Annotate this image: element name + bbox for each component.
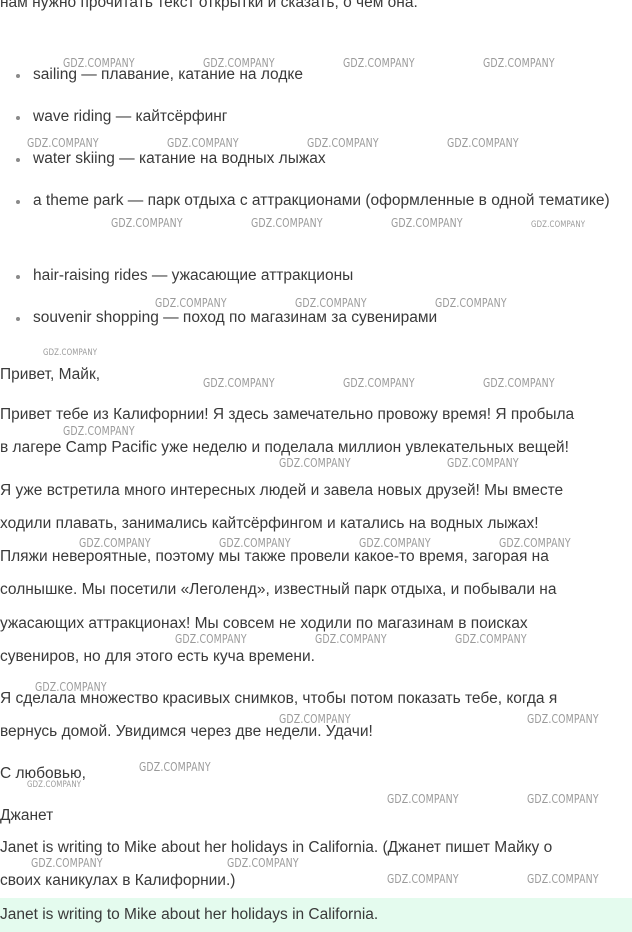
bullet-icon [16, 317, 20, 321]
watermark: GDZ.COMPANY [43, 348, 98, 358]
watermark: GDZ.COMPANY [435, 296, 507, 310]
watermark: GDZ.COMPANY [219, 536, 291, 550]
watermark: GDZ.COMPANY [447, 456, 519, 470]
watermark: GDZ.COMPANY [111, 216, 183, 230]
answer-highlight [0, 898, 632, 932]
watermark: GDZ.COMPANY [31, 856, 103, 870]
watermark: GDZ.COMPANY [527, 872, 599, 886]
letter-paragraph-line: Привет тебе из Калифорнии! Я здесь замечательно провожу время! Я пробыла [0, 406, 575, 423]
watermark: GDZ.COMPANY [307, 136, 379, 150]
watermark: GDZ.COMPANY [279, 456, 351, 470]
letter-paragraph-line: сувениров, но для этого есть куча времени. [0, 648, 315, 665]
watermark: GDZ.COMPANY [139, 760, 211, 774]
list-item-text: wave riding — кайтсёрфинг [33, 108, 228, 125]
bullet-icon [16, 200, 20, 204]
letter-closing: С любовью, [0, 765, 86, 782]
watermark: GDZ.COMPANY [527, 712, 599, 726]
watermark: GDZ.COMPANY [531, 220, 586, 230]
bullet-icon [16, 158, 20, 162]
list-item-text: water skiing — катание на водных лыжах [33, 150, 326, 167]
watermark: GDZ.COMPANY [483, 56, 555, 70]
watermark: GDZ.COMPANY [455, 632, 527, 646]
letter-paragraph-line: Я сделала множество красивых снимков, чтобы потом показать тебе, когда я [0, 690, 558, 707]
watermark: GDZ.COMPANY [483, 376, 555, 390]
list-item-text: a theme park — парк отдыха с аттракционами (оформленные в одной тематике) [33, 192, 610, 209]
watermark: GDZ.COMPANY [527, 792, 599, 806]
letter-paragraph-line: вернусь домой. Увидимся через две недели. Удачи! [0, 723, 373, 740]
watermark: GDZ.COMPANY [203, 376, 275, 390]
bullet-icon [16, 116, 20, 120]
watermark: GDZ.COMPANY [27, 780, 82, 790]
watermark: GDZ.COMPANY [387, 792, 459, 806]
list-item-text: souvenir shopping — поход по магазинам за сувенирами [33, 309, 438, 326]
letter-greeting: Привет, Майк, [0, 366, 101, 383]
watermark: GDZ.COMPANY [343, 56, 415, 70]
summary-line: Janet is writing to Mike about her holidays in California. (Джанет пишет Майку о [0, 839, 553, 856]
watermark: GDZ.COMPANY [387, 872, 459, 886]
watermark: GDZ.COMPANY [27, 136, 99, 150]
watermark: GDZ.COMPANY [251, 216, 323, 230]
watermark: GDZ.COMPANY [63, 56, 135, 70]
watermark: GDZ.COMPANY [227, 856, 299, 870]
letter-paragraph-line: солнышке. Мы посетили «Леголенд», известный парк отдыха, и побывали на [0, 581, 557, 598]
watermark: GDZ.COMPANY [391, 216, 463, 230]
letter-paragraph-line: в лагере Camp Pacific уже неделю и поделала миллион увлекательных вещей! [0, 439, 569, 456]
list-item-text: hair-raising rides — ужасающие аттракционы [33, 267, 354, 284]
bullet-icon [16, 74, 20, 78]
list-item-text: sailing — плавание, катание на лодке [33, 66, 303, 83]
watermark: GDZ.COMPANY [315, 632, 387, 646]
watermark: GDZ.COMPANY [175, 632, 247, 646]
watermark: GDZ.COMPANY [447, 136, 519, 150]
intro-line: нам нужно прочитать текст открытки и сказать, о чем она. [0, 0, 418, 11]
watermark: GDZ.COMPANY [203, 56, 275, 70]
bullet-icon [16, 275, 20, 279]
watermark: GDZ.COMPANY [167, 136, 239, 150]
watermark: GDZ.COMPANY [79, 536, 151, 550]
letter-paragraph-line: ходили плавать, занимались кайтсёрфингом и катались на водных лыжах! [0, 515, 539, 532]
letter-paragraph-line: ужасающих аттракционах! Мы совсем не ходили по магазинам в поисках [0, 615, 528, 632]
summary-line: своих каникулах в Калифорнии.) [0, 872, 236, 889]
watermark: GDZ.COMPANY [359, 536, 431, 550]
letter-paragraph-line: Я уже встретила много интересных людей и завела новых друзей! Мы вместе [0, 482, 564, 499]
watermark: GDZ.COMPANY [35, 680, 107, 694]
watermark: GDZ.COMPANY [63, 424, 135, 438]
watermark: GDZ.COMPANY [295, 296, 367, 310]
letter-signature: Джанет [0, 807, 54, 824]
answer-text: Janet is writing to Mike about her holidays in California. [0, 906, 379, 923]
watermark: GDZ.COMPANY [279, 712, 351, 726]
watermark: GDZ.COMPANY [155, 296, 227, 310]
letter-paragraph-line: Пляжи невероятные, поэтому мы также провели какое-то время, загорая на [0, 548, 549, 565]
watermark: GDZ.COMPANY [499, 536, 571, 550]
watermark: GDZ.COMPANY [343, 376, 415, 390]
